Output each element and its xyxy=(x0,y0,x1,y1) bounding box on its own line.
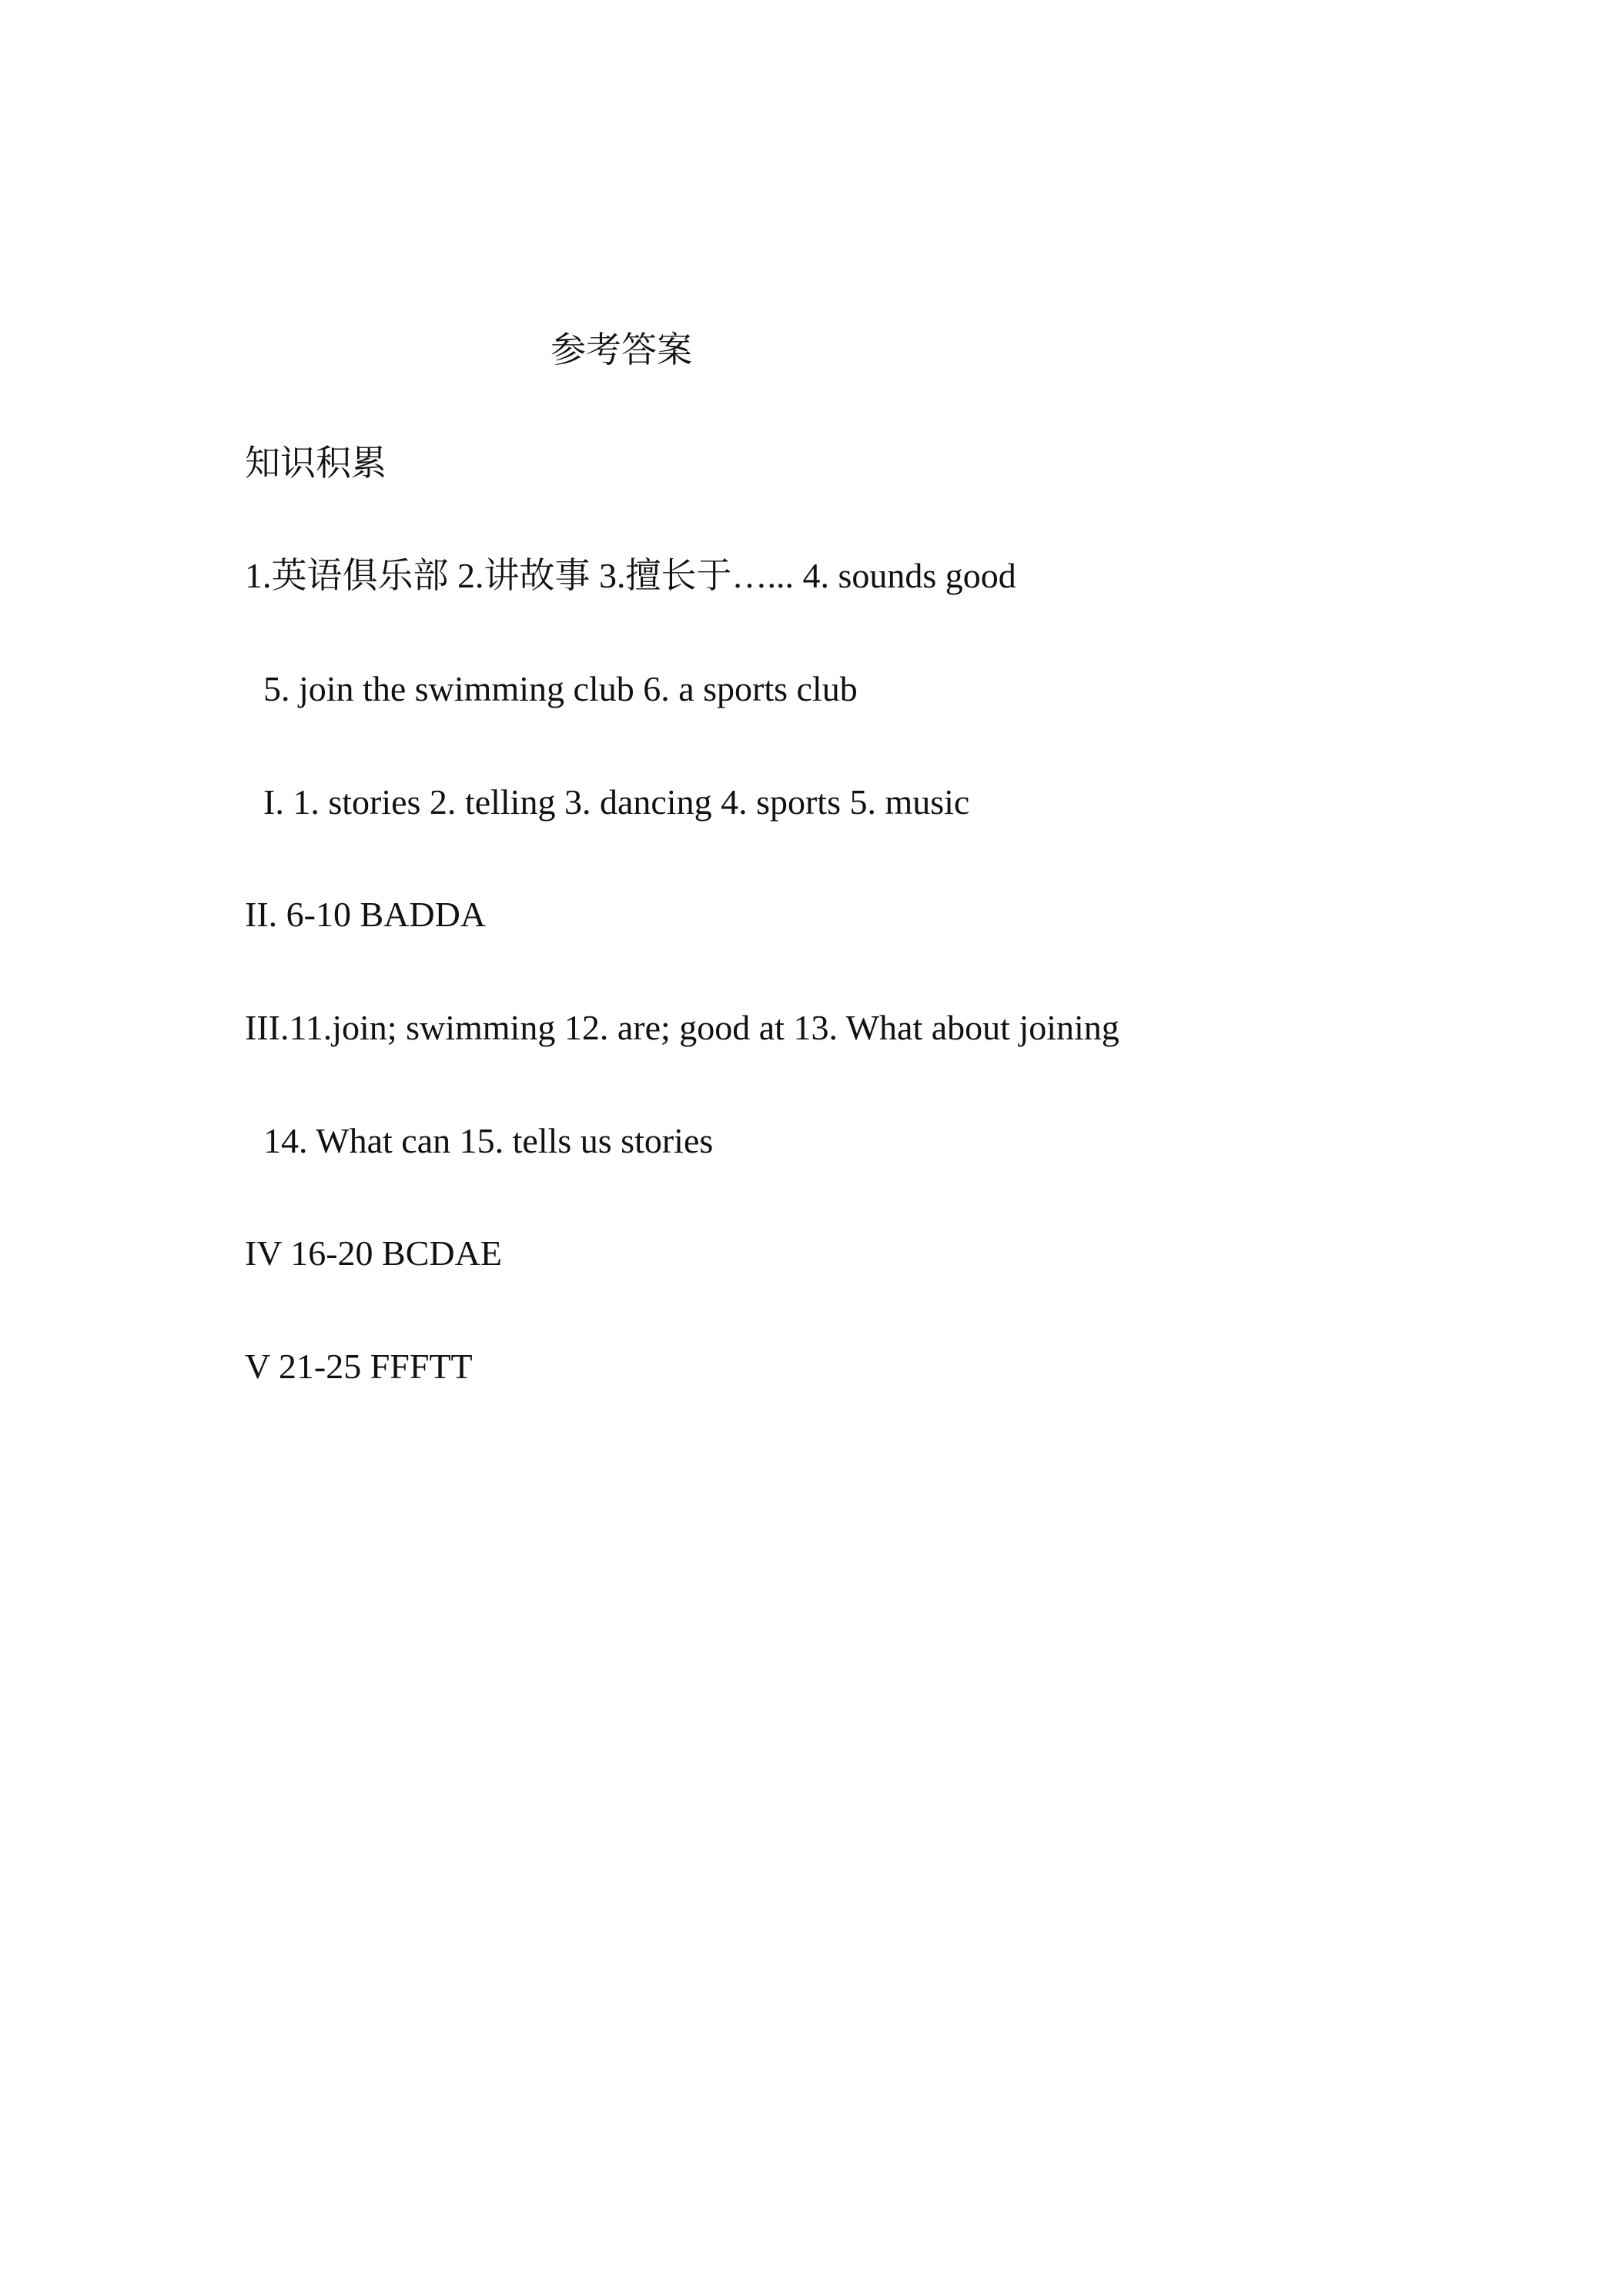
answer-line-part-v: V 21-25 FFFTT xyxy=(245,1347,473,1386)
page-title: 参考答案 xyxy=(550,330,692,370)
answer-line-vocabulary-2: 5. join the swimming club 6. a sports club xyxy=(263,669,858,708)
answer-line-part-ii: II. 6-10 BADDA xyxy=(245,895,487,934)
answer-line-part-iii-2: 14. What can 15. tells us stories xyxy=(263,1121,714,1160)
answer-line-vocabulary-1: 1.英语俱乐部 2.讲故事 3.擅长于…... 4. sounds good xyxy=(245,556,1016,595)
answer-line-part-iv: IV 16-20 BCDAE xyxy=(245,1233,502,1273)
section-heading: 知识积累 xyxy=(245,443,387,483)
answer-line-part-i: I. 1. stories 2. telling 3. dancing 4. sports 5. music xyxy=(263,782,970,822)
answer-line-part-iii-1: III.11.join; swimming 12. are; good at 13. What about joining xyxy=(245,1008,1119,1047)
